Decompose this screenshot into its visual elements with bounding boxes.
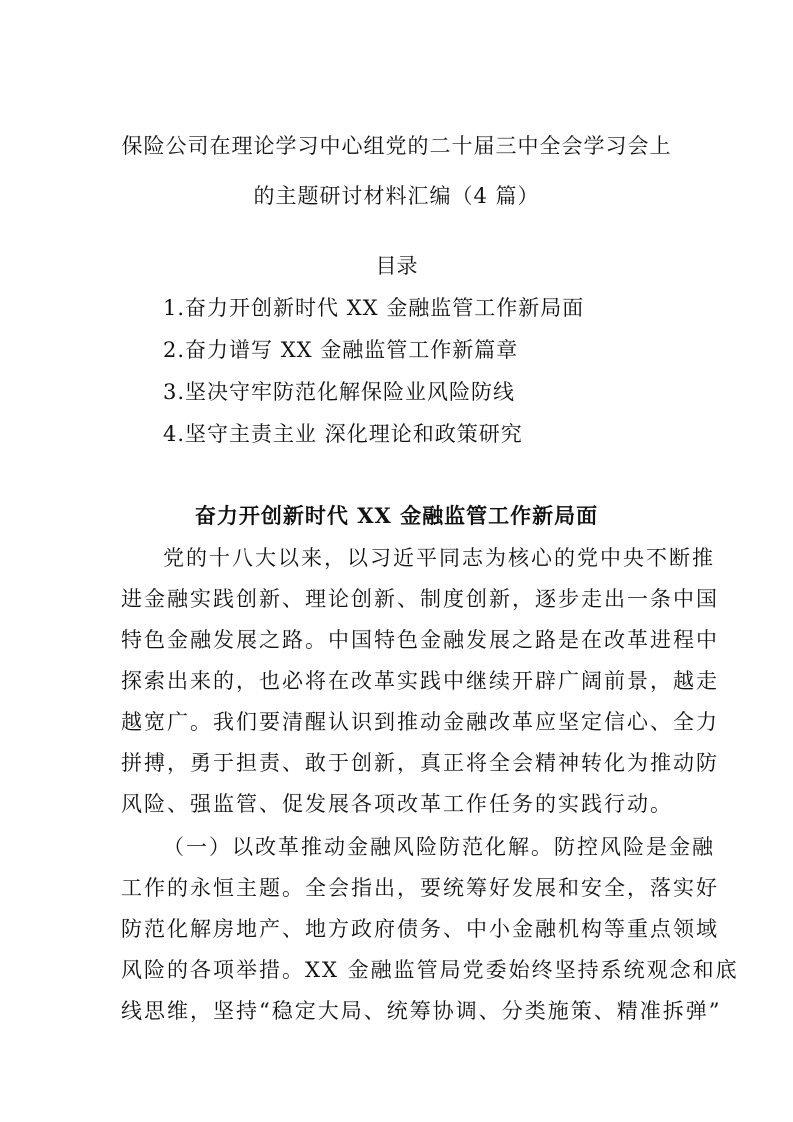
paragraph-line: 工作的永恒主题。全会指出，要统筹好发展和安全，落实好 (121, 876, 719, 900)
document-title-line-2: 的主题研讨材料汇编（4 篇） (253, 184, 540, 208)
paragraph-line: 进金融实践创新、理论创新、制度创新，逐步走出一条中国 (121, 587, 719, 611)
paragraph-line: 党的十八大以来，以习近平同志为核心的党中央不断推 (163, 546, 715, 570)
paragraph-line: 风险的各项举措。XX 金融监管局党委始终坚持系统观念和底 (121, 958, 739, 982)
paragraph-line: 越宽广。我们要清醒认识到推动金融改革应坚定信心、全力 (121, 710, 719, 734)
paragraph-line: 特色金融发展之路。中国特色金融发展之路是在改革进程中 (121, 628, 719, 652)
paragraph-line: 拼搏，勇于担责、敢于创新，真正将全会精神转化为推动防 (121, 751, 719, 775)
toc-item: 4.坚守主责主业 深化理论和政策研究 (163, 422, 523, 446)
paragraph-line: （一）以改革推动金融风险防范化解。防控风险是金融 (163, 835, 715, 859)
paragraph-line: 风险、强监管、促发展各项改革工作任务的实践行动。 (121, 792, 673, 816)
toc-item: 3.坚决守牢防范化解保险业风险防线 (163, 380, 516, 404)
toc-item: 1.奋力开创新时代 XX 金融监管工作新局面 (163, 296, 585, 320)
toc-item: 2.奋力谱写 XX 金融监管工作新篇章 (163, 338, 519, 362)
paragraph-line: 防范化解房地产、地方政府债务、中小金融机构等重点领域 (121, 917, 719, 941)
document-title-line-1: 保险公司在理论学习中心组党的二十届三中全会学习会上 (121, 134, 672, 158)
section-title: 奋力开创新时代 XX 金融监管工作新局面 (194, 503, 599, 528)
toc-heading: 目录 (375, 254, 418, 278)
paragraph-line: 探索出来的，也必将在改革实践中继续开辟广阔前景，越走 (121, 669, 719, 693)
paragraph-line: 线思维，坚持“稳定大局、统筹协调、分类施策、精准拆弹” (121, 999, 722, 1023)
